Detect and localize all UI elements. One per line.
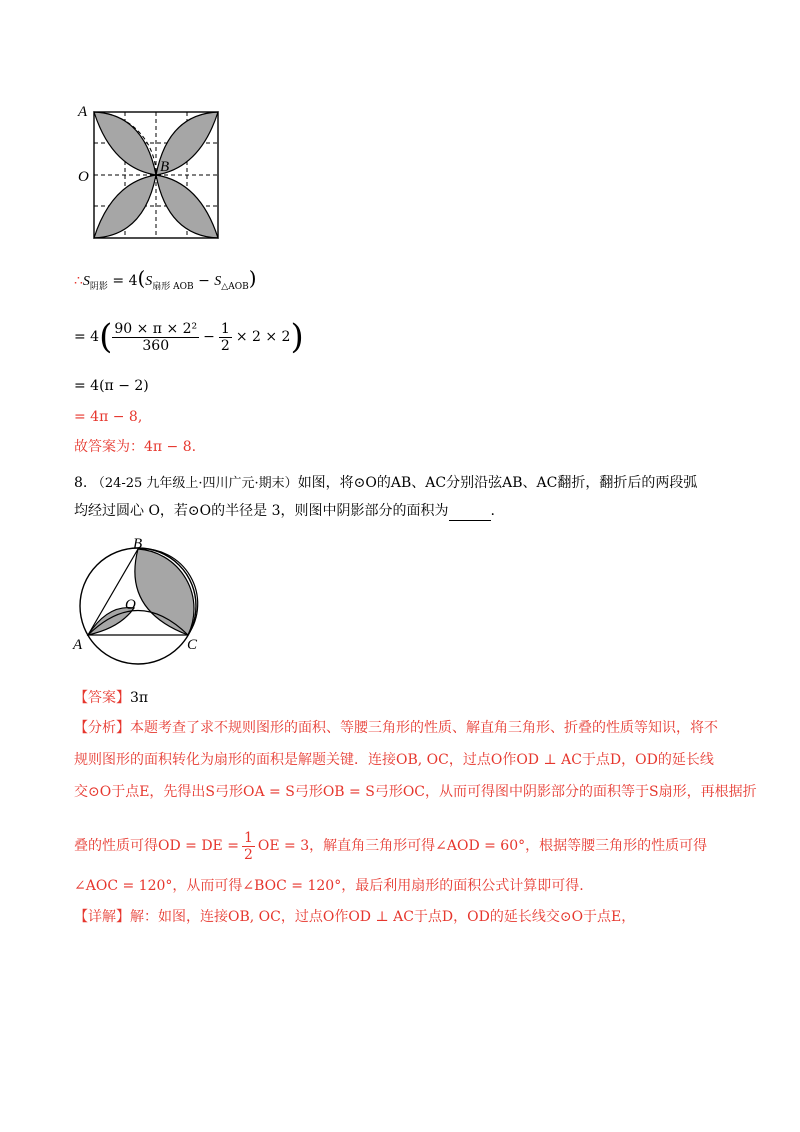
- label-A2: A: [73, 637, 83, 653]
- answer-section: [74, 688, 148, 708]
- problem-8-line-1: 8. （24-25 九年级上·四川广元·期末）如图，将⊙O的AB、AC分别沿弦AB、AC翻折，翻折后的两段弧: [74, 475, 698, 491]
- answer-blank: [449, 506, 491, 521]
- label-C2: C: [187, 637, 198, 653]
- answer-tag: 【答案】: [74, 690, 130, 706]
- calc-line-4: = 4π − 8,: [74, 409, 143, 425]
- therefore-symbol: ∴: [74, 273, 83, 289]
- detail-line: 【详解】解：如图，连接OB, OC，过点O作OD ⊥ AC于点D，OD的延长线交⊙O于点E，: [74, 909, 636, 925]
- fraction-half: $\frac{1}{2}$: [220, 320, 230, 354]
- calc-line-2: = 4 ( $\frac{\text{90 × π × 2²}}{360}$ − $\frac{1}{2}$ × 2 × 2 ): [74, 317, 304, 357]
- calc-line-3: = 4(π − 2): [74, 378, 149, 394]
- analysis-line-3: 交⊙O于点E，先得出S弓形OA = S弓形OB = S弓形OC，从而可得图中阴影部分的面积等于S扇形，再根据折: [74, 784, 757, 800]
- figure-leaf-grid: [72, 96, 232, 246]
- label-A: A: [78, 104, 88, 120]
- analysis-line-1: 【分析】本题考查了求不规则图形的面积、等腰三角形的性质、解直角三角形、折叠的性质等知识，将不: [74, 720, 718, 736]
- detail-tag: 【详解】: [74, 909, 130, 925]
- fraction-sector: $\frac{\text{90 × π × 2²}}{360}$: [114, 320, 198, 354]
- label-O: O: [78, 169, 89, 185]
- answer-line: 故答案为：4π − 8.: [74, 439, 197, 455]
- analysis-tag: 【分析】: [74, 720, 130, 736]
- fraction-one-half: $\frac{1}{2}$: [243, 829, 253, 863]
- analysis-line-2: 规则图形的面积转化为扇形的面积是解题关键．连接OB, OC，过点O作OD ⊥ AC于点D，OD的延长线: [74, 752, 714, 768]
- shaded-lens-right: [135, 549, 194, 635]
- label-O2: O: [125, 597, 136, 613]
- analysis-line-4: 叠的性质可得OD = DE = $\frac{1}{2}$ OE = 3，解直角三角形可得∠AOD = 60°，根据等腰三角形的性质可得: [74, 829, 708, 863]
- problem-8-line-2: 均经过圆心 O，若⊙O的半径是 3，则图中阴影部分的面积为 .: [74, 503, 495, 519]
- analysis-line-5: ∠AOC = 120°，从而可得∠BOC = 120°，最后利用扇形的面积公式计算即可得.: [74, 878, 584, 894]
- label-B: B: [160, 159, 170, 175]
- label-B2: B: [133, 536, 143, 552]
- calc-line-1: $\therefore S_{阴影} = 4(S_{扇形 AOB} - S_{\triangle AOB})$: [74, 266, 257, 292]
- answer-value: 3π: [130, 690, 149, 706]
- figure-circle-fold: [70, 536, 210, 666]
